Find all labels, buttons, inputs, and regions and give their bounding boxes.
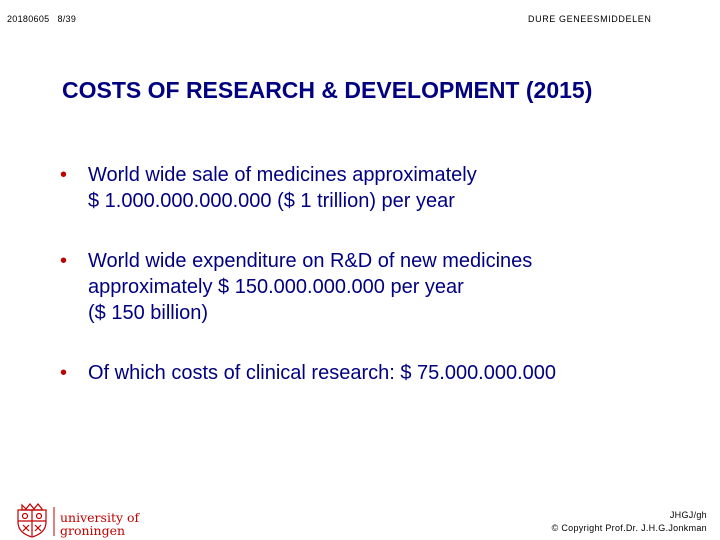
header-left	[7, 14, 76, 24]
bullet-item	[60, 360, 700, 386]
bullet-marker: •	[60, 164, 68, 186]
bullet-marker: •	[60, 250, 68, 272]
logo-line-2: groningen	[60, 523, 126, 538]
bullet-list	[60, 162, 700, 386]
logo-line-1: university of	[60, 510, 140, 525]
bullet-line: ($ 150 billion)	[88, 302, 209, 324]
footer	[552, 509, 707, 535]
header-topic: DURE GENEESMIDDELEN	[528, 14, 652, 24]
footer-initials: JHGJ/gh	[669, 510, 707, 520]
header-date: 20180605	[7, 14, 50, 24]
bullet-line: Of which costs of clinical research: $ 75.000.000.000	[88, 362, 557, 384]
footer-copyright: © Copyright Prof.Dr. J.H.G.Jonkman	[551, 523, 707, 533]
bullet-line: World wide expenditure on R&D of new medicines	[88, 250, 533, 272]
bullet-line: World wide sale of medicines approximately	[88, 164, 477, 186]
bullet-item	[60, 248, 700, 326]
bullet-item	[60, 162, 700, 214]
bullet-marker: •	[60, 362, 68, 384]
bullet-line: $ 1.000.000.000.000 ($ 1 trillion) per year	[88, 190, 455, 212]
header-page-number: 8/39	[57, 14, 77, 24]
bullet-line: approximately $ 150.000.000.000 per year	[88, 276, 464, 298]
university-logo-text	[60, 511, 139, 537]
slide-title: COSTS OF RESEARCH & DEVELOPMENT (2015)	[62, 77, 593, 103]
